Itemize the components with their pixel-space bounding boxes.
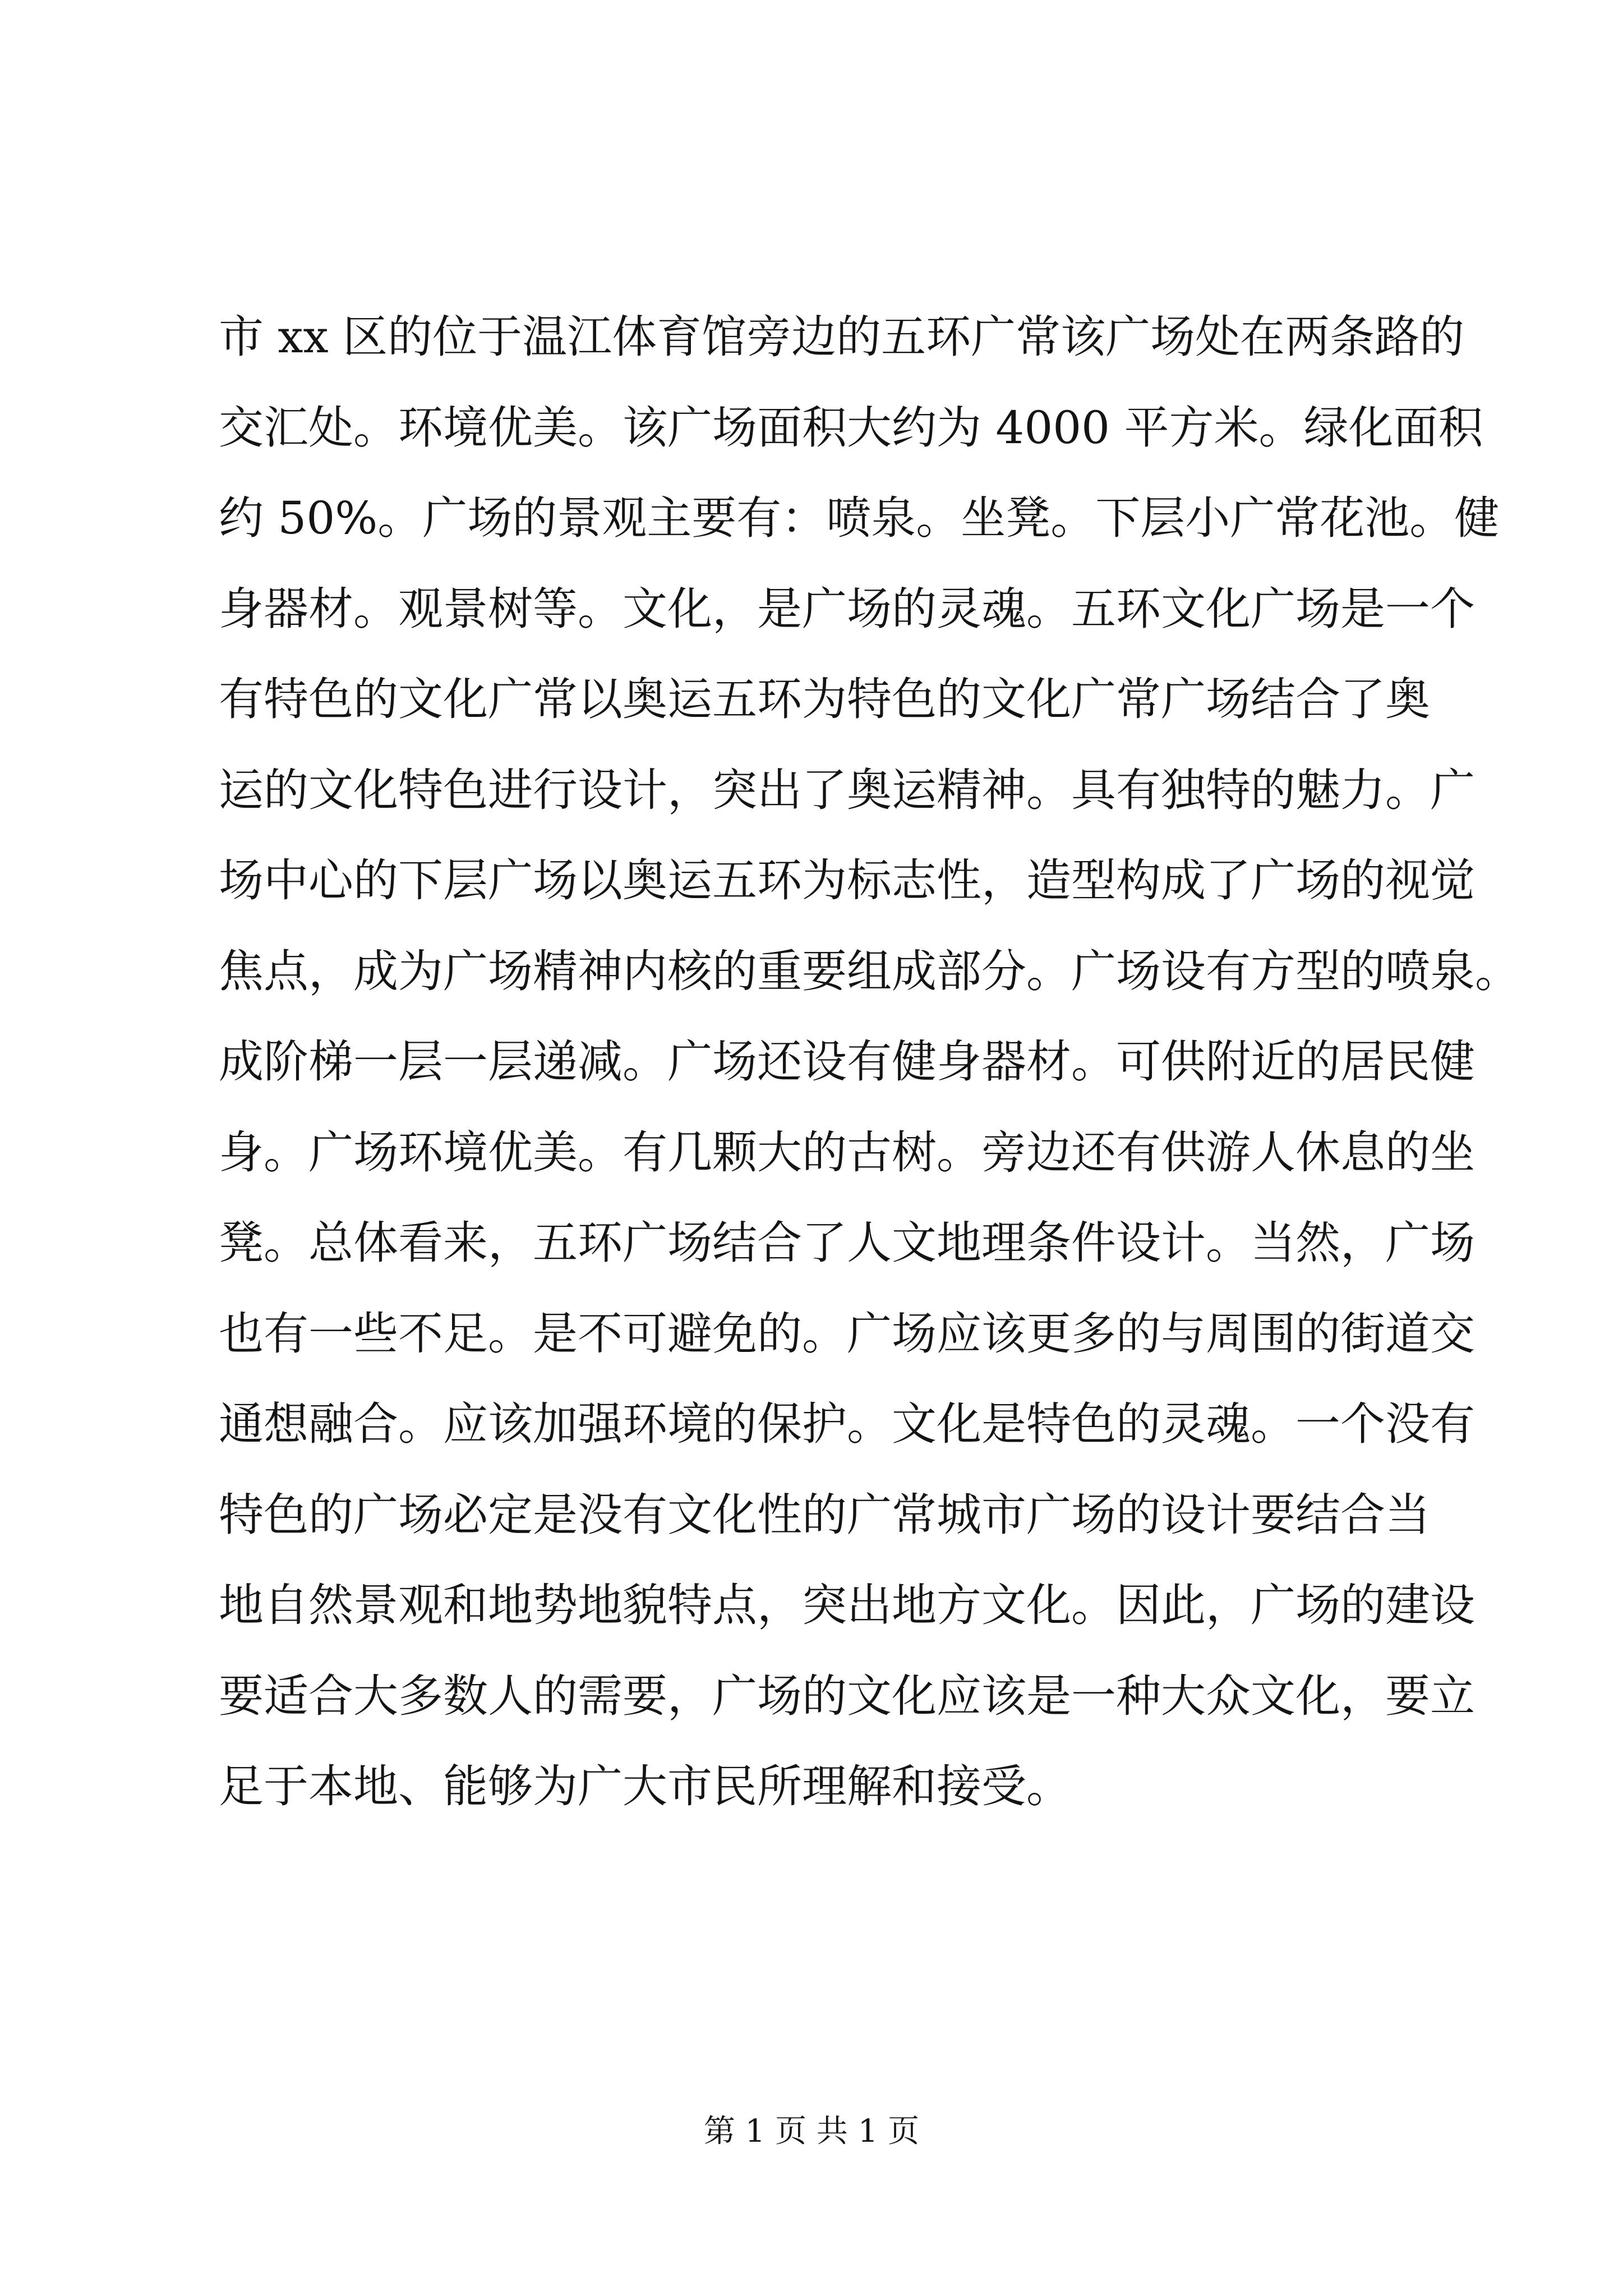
paragraph-line: 运的文化特色进行设计，突出了奥运精神。具有独特的魅力。广 [219,763,1475,816]
body-paragraph [219,292,1520,1832]
page-footer: 第 1 页 共 1 页 [703,2113,920,2150]
paragraph-line: 凳。总体看来，五环广场结合了人文地理条件设计。当然，广场 [219,1217,1475,1269]
paragraph-line: 市 xx 区的位于温江体育馆旁边的五环广常该广场处在两条路的 [219,311,1465,363]
paragraph-line: 特色的广场必定是没有文化性的广常城市广场的设计要结合当 [219,1488,1430,1541]
paragraph-line: 通想融合。应该加强环境的保护。文化是特色的灵魂。一个没有 [219,1398,1475,1450]
paragraph-line: 足于本地、能够为广大市民所理解和接受。 [219,1760,1071,1812]
paragraph-line: 焦点，成为广场精神内核的重要组成部分。广场设有方型的喷泉。 [219,945,1520,997]
paragraph-line: 场中心的下层广场以奥运五环为标志性，造型构成了广场的视觉 [219,854,1475,907]
paragraph-line: 要适合大多数人的需要，广场的文化应该是一种大众文化，要立 [219,1669,1475,1722]
paragraph-line: 交汇处。环境优美。该广场面积大约为 4000 平方米。绿化面积 [219,401,1483,454]
paragraph-line: 身器材。观景树等。文化，是广场的灵魂。五环文化广场是一个 [219,582,1475,635]
paragraph-line: 成阶梯一层一层递减。广场还设有健身器材。可供附近的居民健 [219,1036,1475,1088]
paragraph-line: 也有一些不足。是不可避免的。广场应该更多的与周围的街道交 [219,1307,1475,1360]
paragraph-line: 地自然景观和地势地貌特点，突出地方文化。因此，广场的建设 [219,1579,1475,1631]
paragraph-line: 身。广场环境优美。有几颗大的古树。旁边还有供游人休息的坐 [219,1126,1475,1179]
paragraph-line: 约 50%。广场的景观主要有：喷泉。坐凳。下层小广常花池。健 [219,492,1500,544]
paragraph-line: 有特色的文化广常以奥运五环为特色的文化广常广场结合了奥 [219,673,1430,725]
